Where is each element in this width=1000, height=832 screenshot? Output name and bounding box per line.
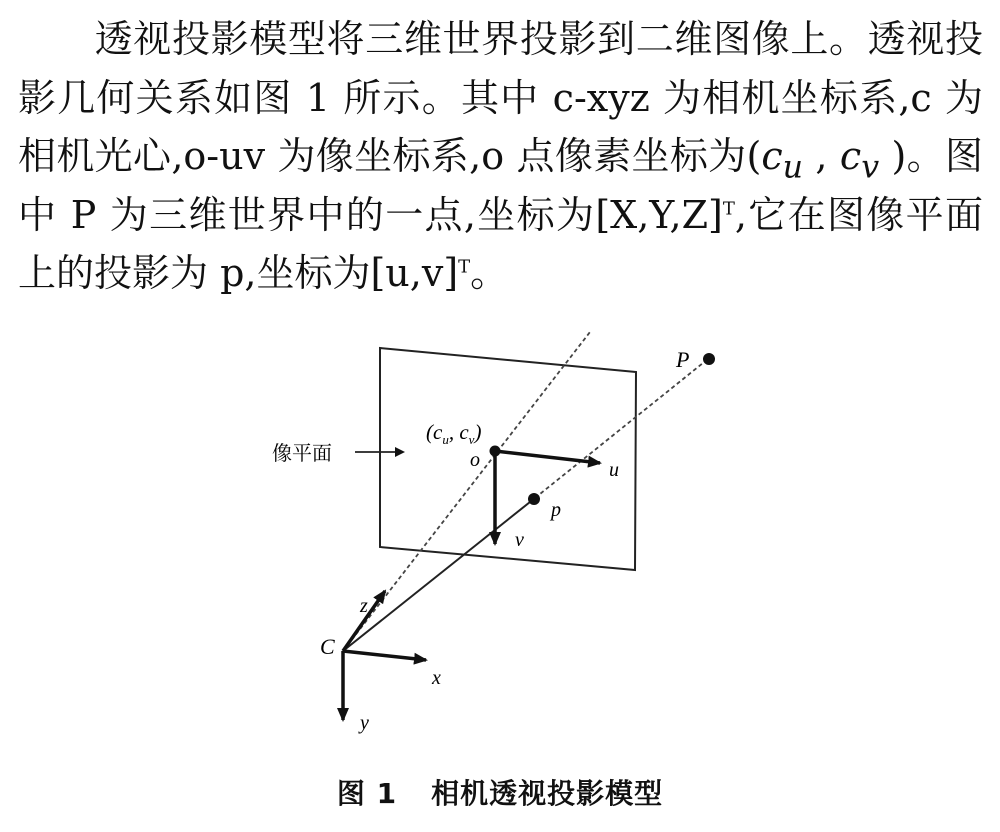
principal-close: ) (474, 420, 482, 444)
u-label: u (609, 459, 619, 481)
world-point-P (703, 353, 715, 365)
image-point-p (528, 493, 540, 505)
cv-subscript: v (861, 149, 880, 186)
projection-ray-solid (343, 498, 535, 651)
P-label: P (676, 347, 690, 372)
transpose-superscript-1: T (722, 197, 735, 219)
paragraph-text-1: 透视投影模型将三维世界投影到二维图像上。透视投影几何关系如图 1 所示。其中 c-xyz 为相机坐标系,c 为相机光心,o-uv 为像坐标系,o 点像素坐标为( (18, 17, 983, 178)
x-axis-arrow (343, 651, 426, 660)
image-plane-label: 像平面 (272, 441, 332, 465)
principal-u-subscript: u (442, 432, 449, 447)
paragraph-comma: , (803, 134, 840, 178)
principal-v-subscript: v (468, 432, 475, 447)
transpose-superscript-2: T (458, 256, 471, 278)
caption-title: 相机透视投影模型 (431, 777, 664, 810)
u-axis-arrow (495, 451, 600, 463)
paragraph-text-3: ,它在图像平面上的投影为 p,坐标为[u,v] (18, 192, 983, 295)
principal-point-label (426, 420, 481, 447)
principal-open: (c (426, 420, 443, 444)
paragraph-text-4: 。 (470, 251, 509, 295)
cv-symbol: c (839, 134, 862, 178)
projection-ray-dashed (535, 359, 708, 498)
z-label: z (360, 595, 368, 617)
principal-point-o (490, 446, 501, 457)
body-paragraph (18, 10, 983, 303)
C-label: C (320, 634, 335, 659)
x-label: x (432, 667, 441, 689)
projection-figure (250, 320, 750, 740)
caption-number: 图 1 (336, 777, 398, 810)
principal-separator: , c (448, 420, 469, 444)
cu-symbol: c (761, 134, 783, 178)
p-label: p (551, 499, 561, 521)
projection-diagram (250, 320, 750, 740)
paragraph-text-2: )。图中 P 为三维世界中的一点,坐标为[X,Y,Z] (18, 134, 983, 237)
v-label: v (515, 529, 524, 551)
o-label: o (470, 449, 480, 471)
cu-subscript: u (782, 149, 803, 186)
y-label: y (360, 712, 369, 734)
figure-caption (0, 772, 1000, 812)
image-plane (380, 348, 636, 570)
